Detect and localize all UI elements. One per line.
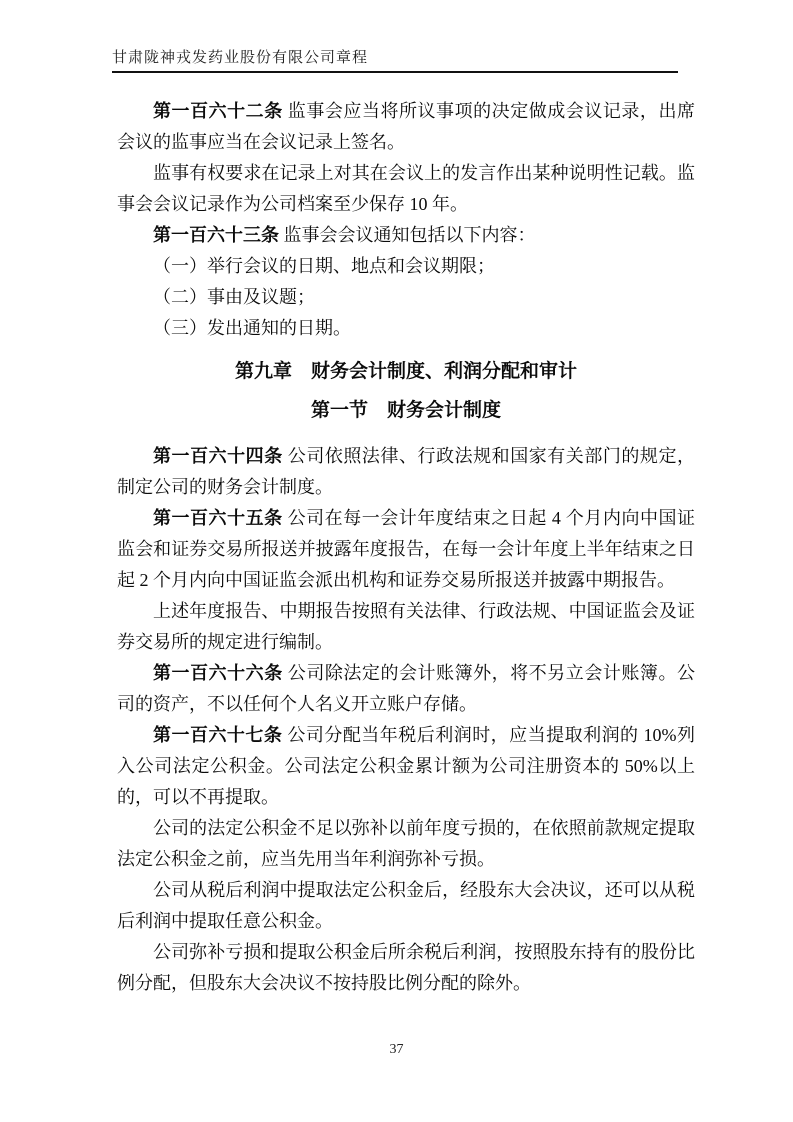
list-item: （三）发出通知的日期。	[153, 318, 351, 338]
article-number: 第一百六十五条	[153, 508, 283, 528]
section-heading: 第一节 财务会计制度	[310, 400, 501, 421]
paragraph: 公司从税后利润中提取法定公积金后，经股东大会决议，还可以从税后利润中提取任意公积金。	[117, 880, 695, 931]
page-header	[112, 46, 678, 73]
article-number: 第一百六十七条	[153, 725, 283, 745]
article-paragraph: 第一百六十四条 公司依照法律、行政法规和国家有关部门的规定，制定公司的财务会计制度。	[117, 446, 696, 497]
article-number: 第一百六十二条	[153, 101, 283, 121]
article-paragraph: 第一百六十二条 监事会应当将所议事项的决定做成会议记录，出席会议的监事应当在会议记录上签名。	[117, 101, 696, 152]
list-item: （二）事由及议题；	[153, 287, 315, 307]
article-number: 第一百六十六条	[153, 663, 283, 683]
page-footer	[0, 1040, 793, 1058]
paragraph: 公司的法定公积金不足以弥补以前年度亏损的，在依照前款规定提取法定公积金之前，应当先用当年利润弥补亏损。	[117, 818, 695, 869]
article-number: 第一百六十三条	[153, 225, 279, 245]
article-paragraph: 第一百六十六条 公司除法定的会计账簿外，将不另立会计账簿。公司的资产，不以任何个人名义开立账户存储。	[117, 663, 696, 714]
header-title: 甘肃陇神戎发药业股份有限公司章程	[112, 50, 369, 66]
page-number: 37	[389, 1042, 404, 1057]
article-paragraph: 第一百六十五条 公司在每一会计年度结束之日起 4 个月内向中国证监会和证券交易所报送并披露年度报告，在每一会计年度上半年结束之日起 2 个月内向中国证监会派出机构和证券交易所报送并披露中期报告。	[117, 508, 696, 590]
paragraph: 公司弥补亏损和提取公积金后所余税后利润，按照股东持有的股份比例分配，但股东大会决议不按持股比例分配的除外。	[117, 942, 695, 993]
article-paragraph: 第一百六十三条 监事会会议通知包括以下内容：	[153, 225, 536, 245]
list-item: （一）举行会议的日期、地点和会议期限；	[153, 256, 495, 276]
article-paragraph: 第一百六十七条 公司分配当年税后利润时，应当提取利润的 10%列入公司法定公积金。公司法定公积金累计额为公司注册资本的 50%以上的，可以不再提取。	[117, 725, 696, 807]
paragraph: 监事有权要求在记录上对其在会议上的发言作出某种说明性记载。监事会会议记录作为公司档案至少保存 10 年。	[117, 163, 695, 214]
article-number: 第一百六十四条	[153, 446, 283, 466]
document-body	[117, 96, 695, 999]
paragraph: 上述年度报告、中期报告按照有关法律、行政法规、中国证监会及证券交易所的规定进行编制。	[117, 601, 695, 652]
chapter-heading: 第九章 财务会计制度、利润分配和审计	[234, 361, 577, 382]
